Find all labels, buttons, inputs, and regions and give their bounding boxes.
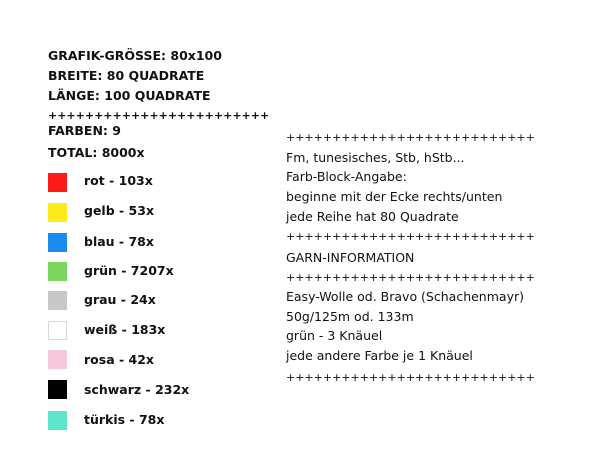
color-label-schwarz: schwarz - 232x: [84, 382, 190, 397]
reihe-text: jede Reihe hat 80 Quadrate: [286, 209, 459, 224]
color-label-gelb: gelb - 53x: [84, 203, 155, 218]
right-divider-1: +++++++++++++++++++++++++++: [286, 131, 535, 144]
color-swatch-grau: [48, 291, 67, 310]
color-swatch-gelb: [48, 203, 67, 222]
color-label-rot: rot - 103x: [84, 173, 153, 188]
color-swatch-schwarz: [48, 380, 67, 399]
color-swatch-tuerkis: [48, 411, 67, 430]
gewicht-text: 50g/125m od. 133m: [286, 309, 414, 324]
color-swatch-rot: [48, 173, 67, 192]
gruen-knaeuel-text: grün - 3 Knäuel: [286, 328, 383, 343]
right-divider-2: +++++++++++++++++++++++++++: [286, 230, 535, 243]
color-label-weiss: weiß - 183x: [84, 322, 166, 337]
color-swatch-blau: [48, 233, 67, 252]
color-swatch-gruen: [48, 262, 67, 281]
garn-heading: GARN-INFORMATION: [286, 250, 415, 265]
farb-block-text: Farb-Block-Angabe:: [286, 169, 407, 184]
color-swatch-rosa: [48, 350, 67, 369]
color-swatch-weiss: [48, 321, 67, 340]
wolle-text: Easy-Wolle od. Bravo (Schachenmayr): [286, 289, 524, 304]
right-divider-3: +++++++++++++++++++++++++++: [286, 271, 535, 284]
left-divider: ++++++++++++++++++++++++: [48, 109, 270, 122]
color-label-blau: blau - 78x: [84, 234, 154, 249]
color-label-grau: grau - 24x: [84, 292, 156, 307]
andere-farbe-text: jede andere Farbe je 1 Knäuel: [286, 348, 473, 363]
color-label-gruen: grün - 7207x: [84, 263, 174, 278]
beginne-text: beginne mit der Ecke rechts/unten: [286, 189, 503, 204]
color-label-tuerkis: türkis - 78x: [84, 412, 165, 427]
laenge-text: LÄNGE: 100 QUADRATE: [48, 88, 211, 103]
color-label-rosa: rosa - 42x: [84, 352, 154, 367]
total-text: TOTAL: 8000x: [48, 145, 145, 160]
grafik-groesse-text: GRAFIK-GRÖSSE: 80x100: [48, 48, 222, 63]
right-divider-4: +++++++++++++++++++++++++++: [286, 371, 535, 384]
farben-text: FARBEN: 9: [48, 123, 121, 138]
breite-text: BREITE: 80 QUADRATE: [48, 68, 205, 83]
stitches-text: Fm, tunesisches, Stb, hStb...: [286, 150, 465, 165]
